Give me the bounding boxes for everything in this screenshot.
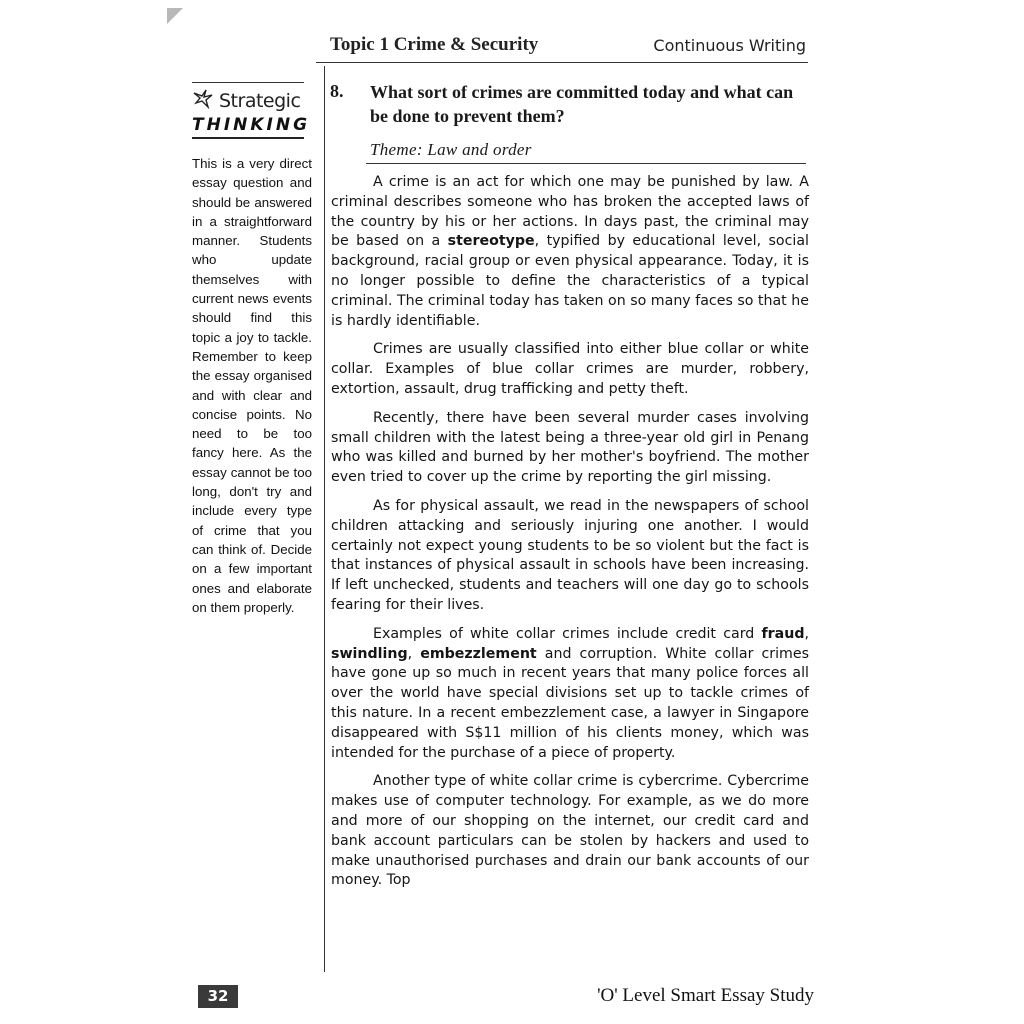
- sidebar-subtitle: THINKING: [192, 115, 311, 135]
- paragraph-1: A crime is an act for which one may be punished by law. A criminal describes someone who has broken the accepted laws of the country by his or her actions. In days past, the criminal may be based on a stereotype, typified by educational level, social background, racial group or even physical appearance. Today, it is no longer possible to define the characteristics of a typical criminal. The criminal today has taken on so many faces so that he is hardly identifiable.: [331, 174, 809, 329]
- sidebar-title: Strategic: [219, 89, 301, 112]
- theme-rule: [366, 163, 806, 164]
- paragraph-6: Another type of white collar crime is cybercrime. Cybercrime makes use of computer technology. For example, as we do more and more of our shopping on the internet, our credit card and bank account particulars can be stolen by hackers and used to make unauthorised purchases and drain our bank accounts of our money. Top: [331, 773, 809, 889]
- keyword-stereotype: stereotype: [447, 233, 535, 250]
- question-number: 8.: [330, 81, 344, 101]
- strategic-thinking-box: [192, 82, 311, 139]
- paragraph-4: As for physical assault, we read in the newspapers of school children attacking and seriously injuring one another. I would certainly not expect young students to be so violent but the fact is that instances of physical assault in schools have been increasing. If left unchecked, students and teachers will one day go to schools fearing for their lives.: [331, 497, 809, 613]
- running-header-section: Continuous Writing: [653, 36, 806, 55]
- essay-body: [331, 173, 809, 900]
- sidebar-bottom-rule: [192, 137, 304, 139]
- bird-icon: [192, 87, 216, 114]
- keyword-fraud: fraud: [761, 625, 805, 642]
- running-header-topic: Topic 1 Crime & Security: [330, 34, 539, 55]
- column-divider: [324, 66, 325, 972]
- sidebar-top-rule: [192, 82, 304, 83]
- paragraph-5: Examples of white collar crimes include credit card fraud, swindling, embezzlement and corruption. White collar crimes have gone up so much in recent years that many police forces all over the world have special divisions set up to tackle crimes of this nature. In a recent embezzlement case, a lawyer in Singapore disappeared with S$11 million of his clients money, which was intended for the purchase of a piece of property.: [331, 625, 809, 761]
- header-rule: [316, 62, 808, 63]
- keyword-embezzlement: embezzlement: [420, 645, 537, 662]
- sidebar-text: This is a very direct essay question and should be answered in a straightforward manner. Students who update themselves with current news events should find this topic a joy to tackle. Remember to keep the essay organised and with clear and concise points. No need to be too fancy here. As the essay cannot be too long, don't try and include every type of crime that you can think of. Decide on a few important ones and elaborate on them properly.: [192, 156, 312, 615]
- theme-label: Theme: Law and order: [370, 140, 532, 159]
- sidebar-heading: [192, 87, 304, 114]
- page-corner-mark: [167, 8, 183, 24]
- paragraph-3: Recently, there have been several murder cases involving small children with the latest being a three-year old girl in Penang who was killed and burned by her mother's boyfriend. The mother even tried to cover up the crime by reporting the girl missing.: [331, 409, 809, 486]
- keyword-swindling: swindling: [331, 645, 408, 662]
- question-text: What sort of crimes are committed today and what can be done to prevent them?: [370, 82, 794, 126]
- page-number: 32: [198, 985, 238, 1008]
- paragraph-2: Crimes are usually classified into either blue collar or white collar. Examples of blue collar crimes are murder, robbery, extortion, assault, drug trafficking and petty theft.: [331, 341, 809, 397]
- footer-book-title: 'O' Level Smart Essay Study: [597, 985, 814, 1006]
